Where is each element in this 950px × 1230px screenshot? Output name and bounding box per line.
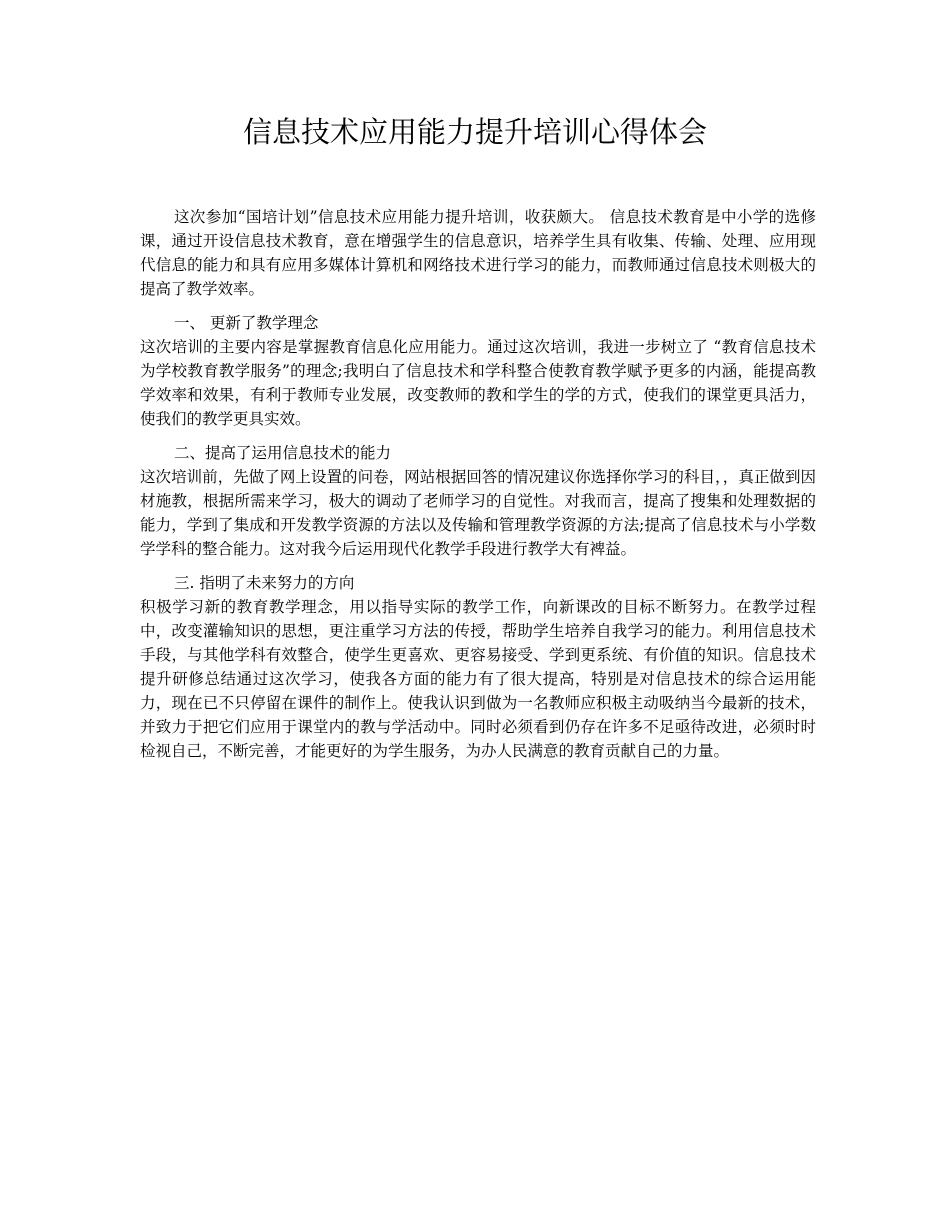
section-heading: 一、 更新了教学理念 — [174, 314, 319, 332]
section-heading: 三. 指明了未来努力的方向 — [174, 574, 355, 592]
section-2 — [140, 441, 816, 561]
section-3 — [140, 571, 816, 763]
section-paragraph: 这次培训前，先做了网上设置的问卷，网站根据回答的情况建议你选择你学习的科目，，真正做到因材施教，根据所需来学习，极大的调动了老师学习的自觉性。对我而言，提高了搜集和处理数据的能力，学到了集成和开发教学资源的方法以及传输和管理教学资源的方法;提高了信息技术与小学数学学科的整合能力。这对我今后运用现代化教学手段进行教学大有裨益。 — [140, 468, 816, 558]
document-title: 信息技术应用能力提升培训心得体会 — [242, 115, 707, 149]
document-body — [140, 205, 816, 773]
intro-paragraph: 这次参加“国培计划”信息技术应用能力提升培训，收获颇大。 信息技术教育是中小学的选修课，通过开设信息技术教育，意在增强学生的信息意识，培养学生具有收集、传输、处理、应用现代信息的能力和具有应用多媒体计算机和网络技术进行学习的能力，而教师通过信息技术则极大的提高了教学效率。 — [140, 208, 816, 298]
section-paragraph: 积极学习新的教育教学理念，用以指导实际的教学工作，向新课改的目标不断努力。在教学过程中，改变灌输知识的思想，更注重学习方法的传授，帮助学生培养自我学习的能力。利用信息技术手段，与其他学科有效整合，使学生更喜欢、更容易接受、学到更系统、有价值的知识。信息技术提升研修总结通过这次学习，使我各方面的能力有了很大提高，特别是对信息技术的综合运用能力，现在已不只停留在课件的制作上。使我认识到做为一名教师应积极主动吸纳当今最新的技术，并致力于把它们应用于课堂内的教与学活动中。同时必须看到仍存在许多不足亟待改进，必须时时检视自己，不断完善，才能更好的为学生服务，为办人民满意的教育贡献自己的力量。 — [140, 598, 816, 760]
section-heading: 二、提高了运用信息技术的能力 — [174, 444, 392, 462]
section-1 — [140, 311, 816, 431]
section-paragraph: 这次培训的主要内容是掌握教育信息化应用能力。通过这次培训，我进一步树立了 “教育信息技术为学校教育教学服务”的理念;我明白了信息技术和学科整合使教育教学赋予更多的内涵，能提高教学效率和效果，有利于教师专业发展，改变教师的教和学生的学的方式，使我们的课堂更具活力，使我们的教学更具实效。 — [140, 338, 816, 428]
